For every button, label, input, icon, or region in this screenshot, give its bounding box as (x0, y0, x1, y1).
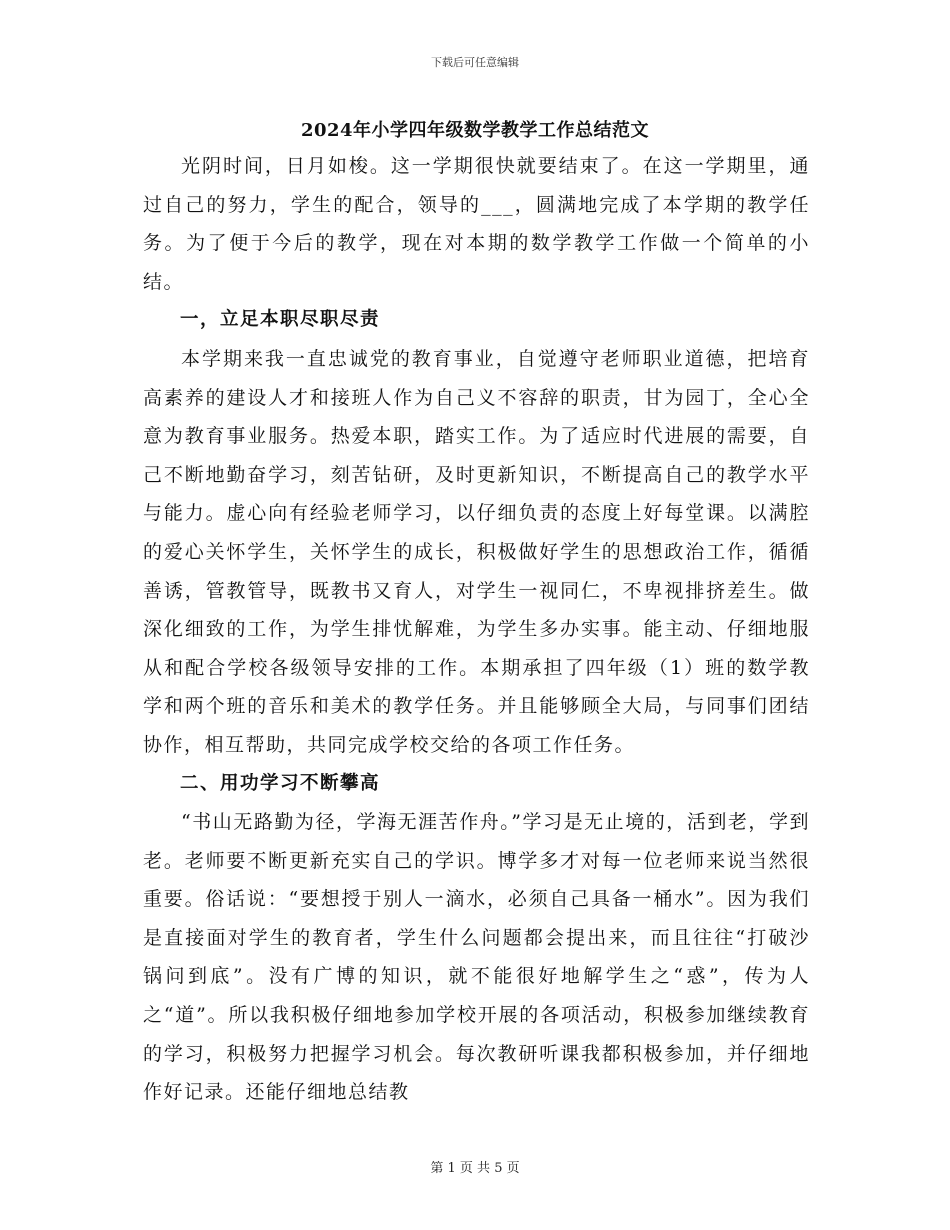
section-heading-1: 一，立足本职尽职尽责 (180, 309, 381, 331)
section-heading-2: 二、用功学习不断攀高 (180, 772, 381, 794)
section-body-1: 本学期来我一直忠诚党的教育事业，自觉遵守老师职业道德，把培育高素养的建设人才和接班人作为自己义不容辞的职责，甘为园丁，全心全意为教育事业服务。热爱本职，踏实工作。为了适应时代进展的需要，自己不断地勤奋学习，刻苦钻研，及时更新知识，不断提高自己的教学水平与能力。虚心向有经验老师学习，以仔细负责的态度上好每堂课。以满腔的爱心关怀学生，关怀学生的成长，积极做好学生的思想政治工作，循循善诱，管教管导，既教书又育人，对学生一视同仁，不卑视排挤差生。做深化细致的工作，为学生排忧解难，为学生多办实事。能主动、仔细地服从和配合学校各级领导安排的工作。本期承担了四年级（1）班的数学教学和两个班的音乐和美术的教学任务。并且能够顾全大局，与同事们团结协作，相互帮助，共同完成学校交给的各项工作任务。 (143, 347, 810, 756)
intro-paragraph: 光阴时间，日月如梭。这一学期很快就要结束了。在这一学期里，通过自己的努力，学生的配合，领导的___，圆满地完成了本学期的教学任务。为了便于今后的教学，现在对本期的数学教学工作做一个简单的小结。 (143, 155, 810, 293)
document-body (143, 147, 810, 1112)
section-body-2: “书山无路勤为径，学海无涯苦作舟。”学习是无止境的，活到老，学到老。老师要不断更新充实自己的学识。博学多才对每一位老师来说当然很重要。俗话说：“要想授于别人一滴水，必须自己具备一桶水”。因为我们是直接面对学生的教育者，学生什么问题都会提出来，而且往往“打破沙锅问到底”。没有广博的知识，就不能很好地解学生之“惑”，传为人之“道”。所以我积极仔细地参加学校开展的各项活动，积极参加继续教育的学习，积极努力把握学习机会。每次教研听课我都积极参加，并仔细地作好记录。还能仔细地总结教 (143, 811, 810, 1104)
header-note: 下载后可任意编辑 (431, 56, 519, 69)
document-title: 2024年小学四年级数学教学工作总结范文 (300, 120, 650, 141)
page-number-footer: 第 1 页 共 5 页 (430, 1161, 520, 1176)
